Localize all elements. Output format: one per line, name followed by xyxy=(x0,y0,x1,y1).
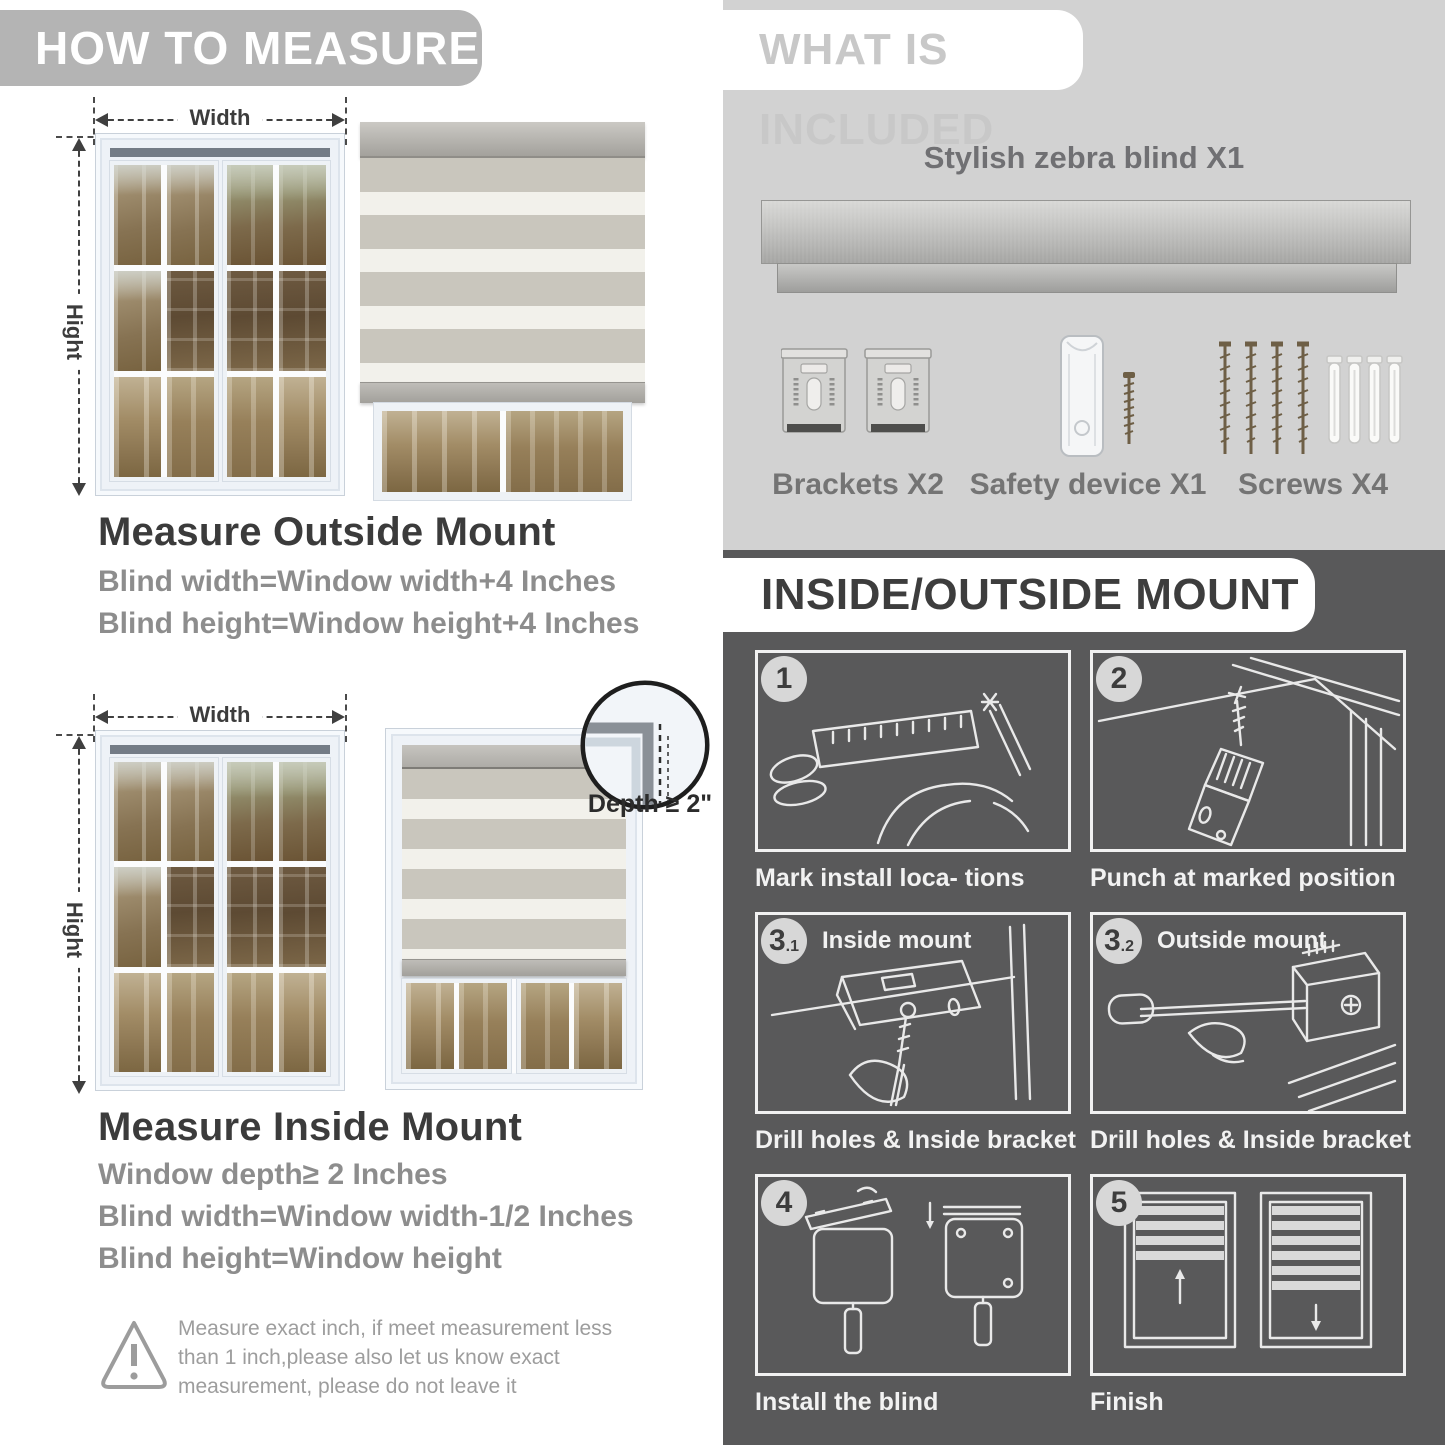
window-pane xyxy=(279,271,326,371)
step-4 xyxy=(755,1174,1065,1420)
step-3-1-caption: Drill holes & Inside bracket xyxy=(755,1126,1076,1154)
outside-mount-heading: Measure Outside Mount xyxy=(98,510,556,554)
inside-mount-heading: Measure Inside Mount xyxy=(98,1105,523,1149)
window-illustration-inside-mount xyxy=(95,730,345,1091)
what-is-included-header xyxy=(723,10,1083,154)
step-number: 5 xyxy=(1110,1186,1128,1219)
hight-label: Hight xyxy=(59,892,89,968)
safety-device-icon xyxy=(1057,334,1149,460)
window-pane xyxy=(521,983,569,1069)
dimension-tick xyxy=(345,694,347,742)
safety-device-label: Safety device X1 xyxy=(969,468,1207,501)
blind-cassette-image xyxy=(761,200,1411,264)
step-4-caption: Install the blind xyxy=(755,1388,939,1416)
window-pane xyxy=(279,165,326,265)
steps-grid xyxy=(755,650,1411,1420)
window-pane xyxy=(459,983,507,1069)
blind-bottom-rail xyxy=(402,959,626,976)
step-number: 3 xyxy=(768,924,786,957)
step-1-caption: Mark install loca- tions xyxy=(755,864,1025,892)
window-below-blind xyxy=(374,403,631,500)
window-pane xyxy=(227,867,274,966)
window-pane xyxy=(227,165,274,265)
height-dimension-arrow xyxy=(62,736,98,1094)
step-3-2-badge xyxy=(1096,918,1142,964)
how-to-measure-title: HOW TO MEASURE xyxy=(35,22,481,74)
step-4-badge xyxy=(761,1180,807,1226)
arrow-up-icon xyxy=(72,138,86,151)
blind-cassette-lip xyxy=(777,263,1397,293)
step-2-caption: Punch at marked position xyxy=(1090,864,1396,892)
window-pane xyxy=(227,377,274,477)
step-5-caption: Finish xyxy=(1090,1388,1164,1416)
step-number-sub: .2 xyxy=(1120,938,1135,955)
window-pane xyxy=(279,377,326,477)
dimension-tick xyxy=(345,97,347,145)
window-sash xyxy=(402,979,511,1073)
window-sash xyxy=(223,161,331,481)
window-pane xyxy=(167,271,214,371)
warning-triangle-icon xyxy=(98,1316,170,1394)
window-pane xyxy=(167,762,214,861)
window-pane xyxy=(114,165,161,265)
arrow-right-icon xyxy=(332,710,345,724)
window-pane xyxy=(167,973,214,1072)
window-sash xyxy=(110,161,218,481)
step-2-badge xyxy=(1096,656,1142,702)
blind-cassette xyxy=(360,122,645,158)
screws-icon xyxy=(1209,338,1405,466)
window-pane xyxy=(382,411,500,492)
window-lintel xyxy=(110,148,330,157)
brackets-label: Brackets X2 xyxy=(772,468,944,501)
window-pane xyxy=(114,973,161,1072)
window-sashes xyxy=(110,161,330,481)
window-pane xyxy=(406,983,454,1069)
window-below-blind xyxy=(402,979,626,1073)
arrow-left-icon xyxy=(95,710,108,724)
height-dimension-arrow xyxy=(62,138,98,496)
window-pane xyxy=(279,973,326,1072)
step-3-2-caption: Drill holes & Inside bracket xyxy=(1090,1126,1411,1154)
window-pane xyxy=(114,867,161,966)
step-1 xyxy=(755,650,1065,896)
zebra-blind-item-label: Stylish zebra blind X1 xyxy=(923,140,1245,175)
window-lintel xyxy=(110,745,330,754)
step-3-2-panel xyxy=(1090,912,1406,1114)
arrow-down-icon xyxy=(72,483,86,496)
window-pane xyxy=(114,271,161,371)
brackets-icon xyxy=(781,346,933,442)
arrow-up-icon xyxy=(72,736,86,749)
step-3-1-badge xyxy=(761,918,807,964)
arrow-left-icon xyxy=(95,113,108,127)
window-pane xyxy=(227,973,274,1072)
step-3-1-panel xyxy=(755,912,1071,1114)
window-pane xyxy=(506,411,624,492)
step-3-1-title: Inside mount xyxy=(822,927,972,954)
mount-title: INSIDE/OUTSIDE MOUNT xyxy=(761,570,1300,619)
step-1-badge xyxy=(761,656,807,702)
depth-label: Depth ≥ 2" xyxy=(587,790,713,818)
step-number-sub: .1 xyxy=(785,938,800,955)
blind-stripes xyxy=(360,158,645,382)
window-sash xyxy=(223,758,331,1076)
outside-mount-line2: Blind height=Window height+4 Inches xyxy=(98,607,640,640)
window-illustration-outside-mount xyxy=(95,133,345,496)
what-is-included-title: WHAT IS INCLUDED xyxy=(759,25,995,154)
step-4-panel xyxy=(755,1174,1071,1376)
step-number: 4 xyxy=(775,1186,793,1219)
window-pane xyxy=(227,271,274,371)
step-number: 3 xyxy=(1103,924,1121,957)
step-number: 1 xyxy=(775,662,793,695)
zebra-blind-outside-illustration xyxy=(360,122,645,500)
mount-header xyxy=(723,558,1315,632)
warning-text: Measure exact inch, if meet measurement less than 1 inch,please also let us know exact measurement, please do not leave it xyxy=(178,1317,613,1398)
window-pane xyxy=(227,762,274,861)
step-5 xyxy=(1090,1174,1400,1420)
window-sash xyxy=(110,758,218,1076)
step-3-2-title: Outside mount xyxy=(1157,927,1327,954)
window-pane xyxy=(167,377,214,477)
what-is-included-section xyxy=(723,0,1445,550)
window-pane xyxy=(279,762,326,861)
inside-mount-line3: Blind height=Window height xyxy=(98,1242,502,1275)
window-pane xyxy=(279,867,326,966)
step-1-panel xyxy=(755,650,1071,852)
window-pane xyxy=(114,377,161,477)
arrow-right-icon xyxy=(332,113,345,127)
step-3-2 xyxy=(1090,912,1411,1158)
window-sashes xyxy=(110,758,330,1076)
screws-label: Screws X4 xyxy=(1237,468,1389,501)
inside-mount-line1: Window depth≥ 2 Inches xyxy=(98,1158,448,1191)
step-5-badge xyxy=(1096,1180,1142,1226)
window-pane xyxy=(167,867,214,966)
how-to-measure-header xyxy=(0,10,482,86)
window-pane xyxy=(574,983,622,1069)
width-label: Width xyxy=(178,702,263,728)
window-sash xyxy=(517,979,626,1073)
step-3-1 xyxy=(755,912,1076,1158)
window-pane xyxy=(114,762,161,861)
outside-mount-line1: Blind width=Window width+4 Inches xyxy=(98,565,617,598)
hight-label: Hight xyxy=(59,294,89,370)
blind-bottom-rail xyxy=(360,382,645,403)
step-number: 2 xyxy=(1110,662,1128,695)
width-label: Width xyxy=(178,105,263,131)
arrow-down-icon xyxy=(72,1081,86,1094)
step-2-panel xyxy=(1090,650,1406,852)
window-pane xyxy=(167,165,214,265)
mount-steps-section xyxy=(723,550,1445,1445)
step-2 xyxy=(1090,650,1400,896)
inside-mount-line2: Blind width=Window width-1/2 Inches xyxy=(98,1200,634,1233)
step-5-panel xyxy=(1090,1174,1406,1376)
